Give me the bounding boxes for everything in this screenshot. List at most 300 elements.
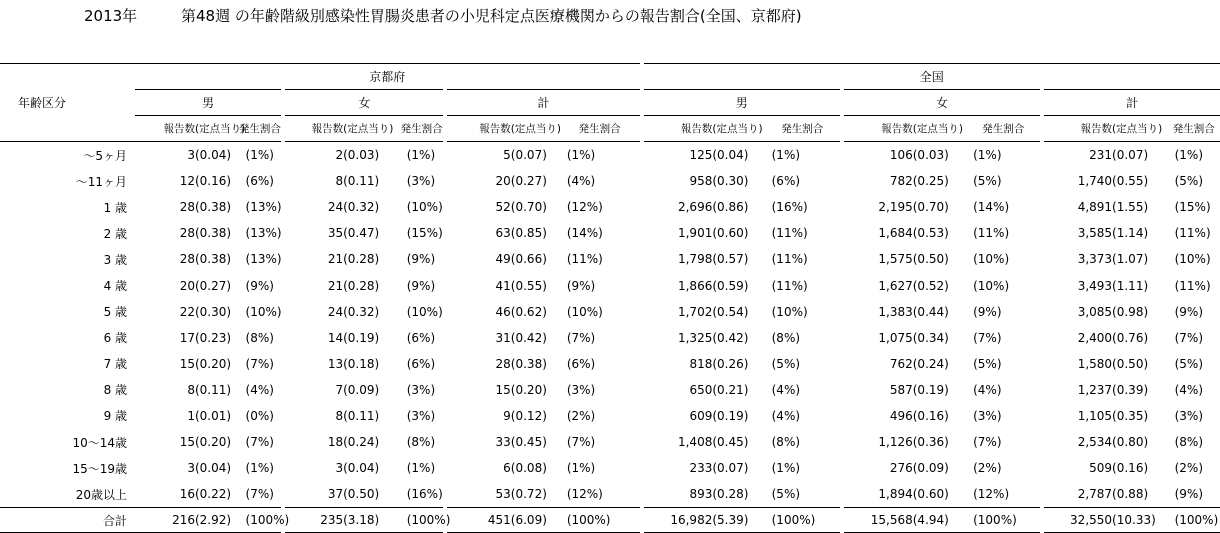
national-report-count: 650 (689, 382, 713, 397)
kyoto-rate-per-site: (0.38) (194, 200, 232, 215)
kyoto-report-count: 15 (179, 435, 195, 450)
age-label: 4 歳 (103, 279, 128, 294)
age-label: 15～19歳 (72, 461, 128, 476)
kyoto-rate-per-site: (0.03) (343, 148, 380, 163)
national-rate-per-site: (0.03) (912, 148, 949, 163)
kyoto-report-count: 28 (495, 356, 511, 371)
national-rate-per-site: (0.30) (712, 174, 749, 189)
total-row (0, 508, 1220, 533)
national-rate-per-site: (0.54) (712, 304, 749, 319)
kyoto-report-count: 49 (495, 252, 511, 267)
kyoto-occurrence-pct: (13%) (239, 246, 284, 272)
national-rate-per-site: (0.19) (912, 382, 949, 397)
national-rate-per-site: (0.60) (912, 487, 949, 502)
kyoto-rate-per-site: (0.62) (510, 304, 547, 319)
national-rate-per-site: (0.88) (1112, 487, 1149, 502)
kyoto-rate-per-site: (0.70) (510, 200, 547, 215)
national-occurrence-pct: (10%) (765, 299, 842, 325)
national-occurrence-pct: (11%) (765, 272, 842, 298)
kyoto-rate-per-site: (0.07) (510, 148, 547, 163)
national-occurrence-pct: (12%) (966, 481, 1042, 508)
national-report-count: 893 (689, 487, 713, 502)
kyoto-occurrence-pct: (10%) (400, 299, 446, 325)
national-report-count: 15,568 (842, 508, 913, 533)
national-occurrence-pct: (5%) (966, 168, 1042, 194)
kyoto-rate-per-site: (0.08) (510, 461, 547, 476)
national-occurrence-pct: (10%) (966, 246, 1042, 272)
national-rate-per-site: (0.44) (912, 304, 949, 319)
kyoto-rate-per-site: (0.11) (343, 174, 380, 189)
national-report-count: 609 (689, 408, 713, 423)
national-rate-per-site: (0.50) (912, 252, 949, 267)
kyoto-occurrence-pct: (16%) (400, 481, 446, 508)
national-report-count: 1,580 (1077, 356, 1113, 371)
kyoto-rate-per-site: (0.19) (343, 330, 380, 345)
sub-count-label: 報告数 (642, 116, 713, 142)
kyoto-rate-per-site: (0.32) (343, 304, 380, 319)
kyoto-rate-per-site: (0.38) (194, 252, 232, 267)
national-report-count: 958 (689, 174, 713, 189)
kyoto-rate-per-site: (0.11) (194, 382, 232, 397)
national-rate-per-site: (0.16) (1112, 461, 1149, 476)
age-label: 5 歳 (103, 305, 128, 320)
kyoto-rate-per-site: (0.28) (343, 278, 380, 293)
national-rate-per-site: (1.07) (1112, 252, 1149, 267)
kyoto-report-count: 8 (335, 174, 344, 189)
kyoto-report-count: 14 (327, 330, 344, 345)
kyoto-occurrence-pct: (1%) (400, 455, 446, 481)
kyoto-report-count: 6 (503, 461, 511, 476)
kyoto-report-count: 8 (335, 408, 344, 423)
national-total-header: 計 (1042, 90, 1220, 116)
kyoto-occurrence-pct: (10%) (239, 299, 284, 325)
kyoto-report-count: 13 (327, 356, 344, 371)
kyoto-report-count: 9 (503, 408, 511, 423)
kyoto-occurrence-pct: (7%) (239, 351, 284, 377)
national-occurrence-pct: (15%) (1174, 200, 1211, 215)
kyoto-report-count: 20 (495, 174, 511, 189)
kyoto-total-header: 計 (445, 90, 641, 116)
national-occurrence-pct: (14%) (966, 194, 1042, 220)
kyoto-report-count: 63 (495, 226, 511, 241)
sub-count-label: 報告数 (283, 116, 343, 142)
kyoto-report-count: 5 (503, 148, 511, 163)
age-label: ～5ヶ月 (83, 148, 128, 163)
national-report-count: 1,866 (677, 278, 713, 293)
kyoto-occurrence-pct: (3%) (400, 377, 446, 403)
kyoto-rate-per-site: (0.20) (194, 356, 232, 371)
kyoto-report-count: 16 (179, 487, 195, 502)
kyoto-report-count: 21 (327, 252, 344, 267)
national-rate-per-site: (0.07) (712, 461, 749, 476)
kyoto-occurrence-pct: (2%) (560, 403, 642, 429)
sub-pct-label: 発生割合 (239, 116, 284, 142)
kyoto-report-count: 52 (495, 200, 511, 215)
sub-pct-label: 発生割合 (765, 116, 842, 142)
sub-pct-label: 発生割合 (560, 116, 642, 142)
kyoto-occurrence-pct: (12%) (560, 481, 642, 508)
national-report-count: 1,798 (677, 252, 713, 267)
national-report-count: 1,702 (677, 304, 713, 319)
national-occurrence-pct: (5%) (1174, 174, 1203, 189)
national-rate-per-site: (1.14) (1112, 226, 1149, 241)
kyoto-rate-per-site: (0.09) (343, 382, 380, 397)
national-occurrence-pct: (16%) (765, 194, 842, 220)
national-occurrence-pct: (4%) (966, 377, 1042, 403)
table-row (0, 272, 1220, 298)
kyoto-rate-per-site: (0.18) (343, 356, 380, 371)
kyoto-occurrence-pct: (10%) (560, 299, 642, 325)
kyoto-rate-per-site: (0.85) (510, 226, 547, 241)
table-row (0, 325, 1220, 351)
national-report-count: 2,400 (1077, 330, 1113, 345)
national-male-header: 男 (642, 90, 842, 116)
sub-count-label: 報告数 (135, 116, 195, 142)
age-label: 7 歳 (103, 357, 128, 372)
table-row (0, 299, 1220, 325)
kyoto-rate-per-site: (0.04) (194, 461, 232, 476)
kyoto-rate-per-site: (2.92) (195, 508, 239, 533)
kyoto-occurrence-pct: (0%) (239, 403, 284, 429)
title-text: 第48週 の年齢階級別感染性胃腸炎患者の小児科定点医療機関からの報告割合(全国、京都府) (181, 7, 802, 25)
kyoto-report-count: 7 (335, 382, 344, 397)
national-occurrence-pct: (1%) (1174, 148, 1203, 163)
sub-rate-label: (定点当り) (712, 116, 764, 142)
age-label: 合計 (0, 508, 135, 533)
national-rate-per-site: (10.33) (1112, 508, 1168, 533)
kyoto-occurrence-pct: (15%) (400, 220, 446, 246)
kyoto-occurrence-pct: (13%) (239, 194, 284, 220)
kyoto-occurrence-pct: (11%) (560, 246, 642, 272)
kyoto-rate-per-site: (0.22) (194, 487, 232, 502)
kyoto-report-count: 21 (327, 278, 344, 293)
table-row (0, 246, 1220, 272)
kyoto-report-count: 37 (327, 487, 344, 502)
national-report-count: 587 (889, 382, 913, 397)
age-label: 6 歳 (103, 331, 128, 346)
national-rate-per-site: (0.52) (912, 278, 949, 293)
national-report-count: 1,684 (878, 226, 913, 241)
national-rate-per-site: (0.57) (712, 252, 749, 267)
kyoto-rate-per-site: (0.30) (194, 304, 232, 319)
national-rate-per-site: (0.60) (712, 226, 749, 241)
national-report-count: 3,085 (1077, 304, 1113, 319)
national-report-count: 1,075 (878, 330, 913, 345)
kyoto-rate-per-site: (0.04) (194, 148, 232, 163)
national-rate-per-site: (0.24) (912, 356, 949, 371)
national-occurrence-pct: (5%) (765, 351, 842, 377)
kyoto-occurrence-pct: (6%) (400, 351, 446, 377)
national-rate-per-site: (0.59) (712, 278, 749, 293)
kyoto-report-count: 8 (187, 382, 195, 397)
title-year: 2013年 (84, 7, 138, 25)
kyoto-report-count: 24 (327, 200, 344, 215)
national-occurrence-pct: (7%) (966, 325, 1042, 351)
kyoto-occurrence-pct: (100%) (560, 508, 642, 533)
national-report-count: 1,325 (677, 330, 713, 345)
kyoto-occurrence-pct: (7%) (560, 429, 642, 455)
kyoto-male-header: 男 (135, 90, 283, 116)
national-report-count: 125 (689, 148, 713, 163)
age-label: 8 歳 (103, 383, 128, 398)
sub-count-label: 報告数 (842, 116, 913, 142)
kyoto-rate-per-site: (0.47) (343, 226, 380, 241)
national-rate-per-site: (0.19) (712, 408, 749, 423)
sub-count-label: 報告数 (445, 116, 510, 142)
report-table (0, 63, 1220, 533)
kyoto-rate-per-site: (0.50) (343, 487, 380, 502)
national-report-count: 2,787 (1077, 487, 1113, 502)
table-row (0, 481, 1220, 508)
age-label: 2 歳 (103, 226, 128, 241)
kyoto-occurrence-pct: (7%) (239, 481, 284, 508)
kyoto-report-count: 53 (495, 487, 511, 502)
kyoto-report-count: 35 (327, 226, 344, 241)
national-occurrence-pct: (7%) (1174, 330, 1203, 345)
national-occurrence-pct: (2%) (1174, 461, 1203, 476)
age-label: 20歳以上 (75, 487, 128, 502)
sub-pct-label: 発生割合 (400, 116, 446, 142)
sub-pct-label: 発生割合 (1168, 116, 1220, 142)
national-occurrence-pct: (4%) (765, 377, 842, 403)
national-report-count: 106 (889, 148, 913, 163)
age-label: ～11ヶ月 (75, 174, 128, 189)
kyoto-female-header: 女 (283, 90, 445, 116)
national-report-count: 231 (1089, 148, 1113, 163)
national-rate-per-site: (0.28) (712, 487, 749, 502)
national-report-count: 496 (889, 408, 913, 423)
national-rate-per-site: (0.98) (1112, 304, 1149, 319)
national-report-count: 1,575 (878, 252, 913, 267)
national-report-count: 1,408 (677, 435, 713, 450)
kyoto-occurrence-pct: (3%) (560, 377, 642, 403)
kyoto-rate-per-site: (6.09) (511, 508, 560, 533)
national-report-count: 2,696 (677, 200, 713, 215)
kyoto-report-count: 2 (335, 148, 344, 163)
kyoto-report-count: 24 (327, 304, 344, 319)
sub-rate-label: (定点当り) (343, 116, 400, 142)
table-row (0, 142, 1220, 169)
national-occurrence-pct: (4%) (765, 403, 842, 429)
table-row (0, 168, 1220, 194)
kyoto-occurrence-pct: (12%) (560, 194, 642, 220)
kyoto-occurrence-pct: (4%) (560, 168, 642, 194)
kyoto-occurrence-pct: (8%) (400, 429, 446, 455)
kyoto-rate-per-site: (0.04) (343, 461, 380, 476)
national-report-count: 818 (689, 356, 713, 371)
national-report-count: 1,105 (1077, 408, 1113, 423)
kyoto-occurrence-pct: (9%) (239, 272, 284, 298)
kyoto-occurrence-pct: (9%) (560, 272, 642, 298)
kyoto-report-count: 451 (445, 508, 510, 533)
national-rate-per-site: (0.42) (712, 330, 749, 345)
kyoto-occurrence-pct: (7%) (239, 429, 284, 455)
national-occurrence-pct: (11%) (765, 220, 842, 246)
kyoto-occurrence-pct: (7%) (560, 325, 642, 351)
table-row (0, 403, 1220, 429)
national-rate-per-site: (0.76) (1112, 330, 1149, 345)
national-occurrence-pct: (8%) (1174, 435, 1203, 450)
national-report-count: 1,740 (1077, 174, 1113, 189)
kyoto-rate-per-site: (0.38) (194, 226, 232, 241)
kyoto-report-count: 17 (179, 330, 195, 345)
national-rate-per-site: (0.55) (1112, 174, 1149, 189)
national-occurrence-pct: (1%) (765, 455, 842, 481)
age-label: 9 歳 (103, 409, 128, 424)
national-report-count: 1,894 (878, 487, 913, 502)
table-row (0, 377, 1220, 403)
national-rate-per-site: (0.04) (712, 148, 749, 163)
kyoto-rate-per-site: (0.20) (194, 435, 232, 450)
kyoto-report-count: 12 (179, 174, 195, 189)
national-report-count: 1,237 (1077, 382, 1113, 397)
kyoto-rate-per-site: (0.32) (343, 200, 380, 215)
table-row (0, 194, 1220, 220)
sub-pct-label: 発生割合 (966, 116, 1042, 142)
kyoto-report-count: 31 (495, 330, 511, 345)
national-report-count: 509 (1089, 461, 1113, 476)
national-occurrence-pct: (100%) (1168, 508, 1220, 533)
kyoto-rate-per-site: (0.28) (343, 252, 380, 267)
kyoto-report-count: 3 (187, 148, 195, 163)
national-occurrence-pct: (100%) (765, 508, 842, 533)
kyoto-rate-per-site: (0.27) (194, 278, 232, 293)
kyoto-occurrence-pct: (1%) (400, 142, 446, 169)
national-occurrence-pct: (3%) (1174, 408, 1203, 423)
kyoto-rate-per-site: (0.23) (194, 330, 232, 345)
sub-count-label: 報告数 (1042, 116, 1112, 142)
kyoto-occurrence-pct: (4%) (239, 377, 284, 403)
kyoto-rate-per-site: (0.55) (510, 278, 547, 293)
kyoto-rate-per-site: (0.38) (510, 356, 547, 371)
national-report-count: 233 (689, 461, 713, 476)
national-report-count: 16,982 (642, 508, 713, 533)
national-report-count: 782 (889, 174, 913, 189)
kyoto-rate-per-site: (0.42) (510, 330, 547, 345)
age-label: 3 歳 (103, 252, 128, 267)
sub-rate-label: (定点当り) (1112, 116, 1168, 142)
region-kyoto: 京都府 (135, 64, 641, 90)
national-female-header: 女 (842, 90, 1042, 116)
national-rate-per-site: (0.34) (912, 330, 949, 345)
kyoto-occurrence-pct: (8%) (239, 325, 284, 351)
national-occurrence-pct: (11%) (1174, 226, 1211, 241)
national-report-count: 32,550 (1042, 508, 1112, 533)
national-occurrence-pct: (5%) (765, 481, 842, 508)
national-occurrence-pct: (9%) (966, 299, 1042, 325)
kyoto-occurrence-pct: (3%) (400, 403, 446, 429)
national-occurrence-pct: (2%) (966, 455, 1042, 481)
national-rate-per-site: (5.39) (712, 508, 764, 533)
kyoto-occurrence-pct: (6%) (560, 351, 642, 377)
region-national: 全国 (642, 64, 1220, 90)
kyoto-report-count: 3 (187, 461, 195, 476)
age-header: 年齢区分 (0, 64, 135, 142)
national-rate-per-site: (0.70) (912, 200, 949, 215)
kyoto-rate-per-site: (0.01) (194, 408, 232, 423)
national-occurrence-pct: (100%) (966, 508, 1042, 533)
kyoto-report-count: 33 (495, 435, 511, 450)
kyoto-rate-per-site: (0.72) (510, 487, 547, 502)
kyoto-report-count: 18 (327, 435, 344, 450)
kyoto-report-count: 3 (335, 461, 344, 476)
kyoto-report-count: 15 (495, 382, 511, 397)
national-occurrence-pct: (1%) (765, 142, 842, 169)
sub-rate-label: (定点当り) (511, 116, 560, 142)
kyoto-rate-per-site: (0.16) (194, 174, 232, 189)
national-occurrence-pct: (3%) (966, 403, 1042, 429)
national-occurrence-pct: (10%) (1174, 252, 1211, 267)
national-occurrence-pct: (11%) (1174, 278, 1211, 293)
kyoto-occurrence-pct: (6%) (239, 168, 284, 194)
kyoto-report-count: 216 (135, 508, 195, 533)
national-rate-per-site: (0.26) (712, 356, 749, 371)
kyoto-report-count: 22 (179, 304, 195, 319)
kyoto-rate-per-site: (0.12) (510, 408, 547, 423)
national-rate-per-site: (4.94) (913, 508, 966, 533)
national-rate-per-site: (0.21) (712, 382, 749, 397)
kyoto-occurrence-pct: (13%) (239, 220, 284, 246)
kyoto-occurrence-pct: (9%) (400, 246, 446, 272)
kyoto-occurrence-pct: (10%) (400, 194, 446, 220)
kyoto-report-count: 46 (495, 304, 511, 319)
age-label: 1 歳 (103, 200, 128, 215)
national-report-count: 4,891 (1077, 200, 1113, 215)
header-row-sex (0, 90, 1220, 116)
national-report-count: 1,383 (878, 304, 913, 319)
kyoto-occurrence-pct: (100%) (239, 508, 284, 533)
sub-rate-label: (定点当り) (913, 116, 966, 142)
national-report-count: 3,493 (1077, 278, 1113, 293)
header-row-sub (0, 116, 1220, 142)
national-rate-per-site: (0.25) (912, 174, 949, 189)
table-row (0, 351, 1220, 377)
national-report-count: 1,901 (677, 226, 713, 241)
national-rate-per-site: (0.07) (1112, 148, 1149, 163)
national-rate-per-site: (0.35) (1112, 408, 1149, 423)
kyoto-rate-per-site: (0.27) (510, 174, 547, 189)
kyoto-occurrence-pct: (100%) (400, 508, 446, 533)
kyoto-report-count: 41 (495, 278, 511, 293)
national-report-count: 276 (889, 461, 913, 476)
age-label: 10～14歳 (72, 435, 128, 450)
national-occurrence-pct: (10%) (966, 272, 1042, 298)
kyoto-rate-per-site: (0.24) (343, 435, 380, 450)
national-rate-per-site: (0.80) (1112, 435, 1149, 450)
kyoto-rate-per-site: (0.45) (510, 435, 547, 450)
national-report-count: 2,195 (878, 200, 913, 215)
kyoto-rate-per-site: (0.11) (343, 408, 380, 423)
kyoto-report-count: 28 (179, 200, 195, 215)
kyoto-report-count: 28 (179, 226, 195, 241)
kyoto-occurrence-pct: (1%) (560, 142, 642, 169)
sub-rate-label: (定点当り) (195, 116, 239, 142)
national-report-count: 3,373 (1077, 252, 1113, 267)
national-rate-per-site: (0.16) (912, 408, 949, 423)
kyoto-rate-per-site: (0.66) (510, 252, 547, 267)
kyoto-report-count: 20 (179, 278, 195, 293)
national-report-count: 3,585 (1077, 226, 1113, 241)
national-occurrence-pct: (6%) (765, 168, 842, 194)
table-row (0, 455, 1220, 481)
national-rate-per-site: (0.39) (1112, 382, 1149, 397)
national-rate-per-site: (0.86) (712, 200, 749, 215)
kyoto-occurrence-pct: (14%) (560, 220, 642, 246)
header-row-region (0, 64, 1220, 90)
kyoto-report-count: 235 (283, 508, 343, 533)
kyoto-occurrence-pct: (1%) (239, 142, 284, 169)
national-rate-per-site: (0.50) (1112, 356, 1149, 371)
